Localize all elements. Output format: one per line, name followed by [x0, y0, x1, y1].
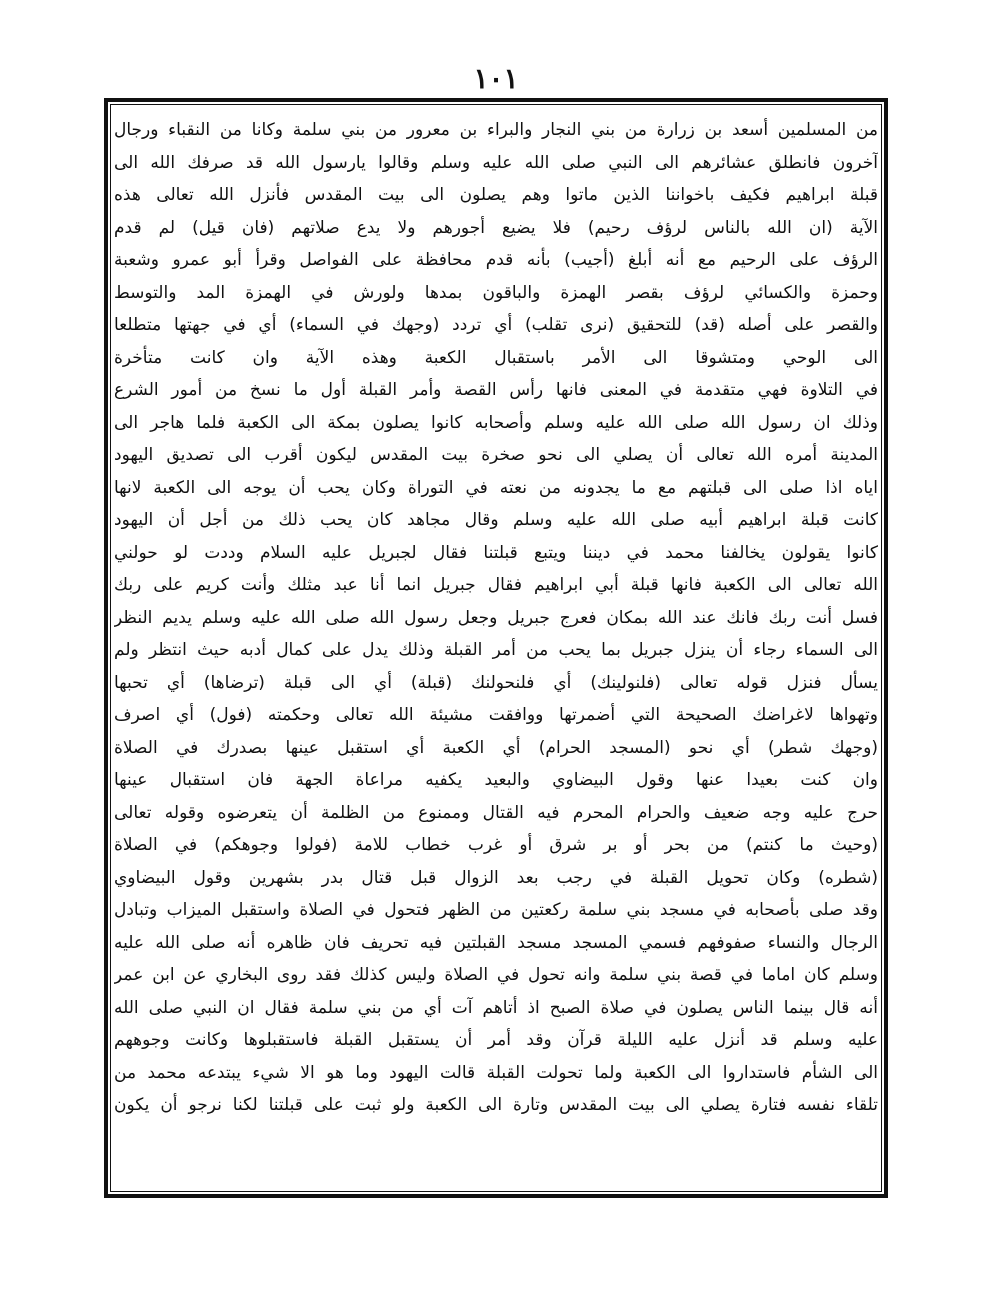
text-line: وذلك ان رسول الله صلى الله عليه وسلم وأصحابه كانوا يصلون بمكة الى الكعبة فلما هاجر الى: [114, 412, 878, 433]
text-line: قبلة ابراهيم فكيف باخواننا الذين ماتوا وهم يصلون الى بيت المقدس فأنزل الله تعالى هذه: [114, 185, 878, 205]
text-body: [114, 114, 878, 1188]
text-line: أنه قال بينما الناس يصلون في صلاة الصبح اذ أتاهم آت أي من بني سلمة فقال ان النبي صلى الله: [114, 997, 878, 1018]
text-line: الى السماء رجاء أن ينزل جبريل بما يحب من أمر القبلة وذلك يدل على كمال أدبه حيث انتظر ولم: [114, 640, 878, 660]
text-line: وسلم كان اماما في قصة بني سلمة وانه تحول في الصلاة وليس كذلك فقد روى البخاري عن ابن عمر: [114, 965, 878, 985]
text-line: (شطره) وكان تحويل القبلة في رجب بعد الزوال قبل قتال بدر بشهرين وقول البيضاوي: [114, 867, 878, 888]
text-line: في التلاوة فهي متقدمة في المعنى فانها رأس القصة وأمر القبلة أول ما نسخ من أمور الشرع: [114, 380, 878, 400]
text-line: المدينة أمره الله تعالى أن يصلي الى نحو صخرة بيت المقدس ليكون أقرب الى تصديق اليهود: [114, 445, 878, 465]
text-line: (وحيث ما كنتم) من بحر أو بر شرق أو غرب خطاب للامة (فولوا وجوهكم) في الصلاة: [114, 835, 878, 855]
text-line: وحمزة والكسائي لرؤف بقصر الهمزة والباقون بمدها ولورش في الهمزة المد والتوسط: [114, 282, 878, 303]
text-line: تلقاء نفسه فتارة يصلي الى بيت المقدس وتارة الى الكعبة ولو ثبت على قبلتنا لكنا نرجو أن يكون: [114, 1095, 878, 1115]
text-line: عليه وسلم قد أنزل عليه الليلة قرآن وقد أمر أن يستقبل القبلة فاستقبلوها وكانت وجوههم: [114, 1030, 878, 1050]
text-line: الرجال والنساء صفوفهم فسمي المسجد مسجد القبلتين فيه تحريف فان ظاهره أنه صلى الله عليه: [114, 932, 878, 953]
text-line: الآية (ان الله بالناس لرؤف رحيم) فلا يضيع أجورهم ولا يدع صلاتهم (فان قيل) لم قدم: [114, 217, 878, 238]
text-line: حرج عليه وجه ضعيف والحرام المحرم فيه القتال وممنوع من الظلمة أن يتعرضوه وقوله تعالى: [114, 802, 878, 823]
text-line: وتهواها لاغراضك الصحيحة التي أضمرتها ووافقت مشيئة الله تعالى وحكمته (فول) أي اصرف: [114, 705, 878, 725]
text-line: الى الشأم فاستداروا الى الكعبة ولما تحولت القبلة قالت اليهود وما هو الا شيء يبتدعه محمد من: [114, 1062, 878, 1083]
text-line: كانوا يقولون يخالفنا محمد في ديننا ويتبع قبلتنا فقال لجبريل عليه السلام وددت لو حولني: [114, 542, 878, 563]
text-line: يسأل فنزل قوله تعالى (فلنولينك) أي فلنحولنك (قبلة) أي الى قبلة (ترضاها) أي تحبها: [114, 672, 878, 693]
text-line: آخرون فانطلق عشائرهم الى النبي صلى الله عليه وسلم وقالوا يارسول الله قد صرفك الله الى: [114, 152, 878, 173]
text-line: وقد صلى بأصحابه في مسجد بني سلمة ركعتين من الظهر فتحول في الصلاة واستقبل الميزاب وتبادل: [114, 900, 878, 920]
text-line: وان كنت بعيدا عنها وقول البيضاوي والبعيد يكفيه مراعاة الجهة فان استقبال عينها: [114, 770, 878, 790]
text-line: فسل أنت ربك فانك عند الله بمكان فعرج جبريل وجعل رسول الله صلى الله عليه وسلم يديم النظر: [114, 607, 878, 628]
text-line: والقصر على أصله (قد) للتحقيق (نرى تقلب) أي تردد (وجهك في السماء) أي في جهتها متطلعا: [114, 315, 878, 335]
text-line: من المسلمين أسعد بن زرارة من بني النجار والبراء بن معرور من بني سلمة وكانا من النقباء ورجال: [114, 120, 878, 140]
text-line: كانت قبلة ابراهيم أبيه صلى الله عليه وسلم وقال مجاهد كان يحب ذلك من أجل أن اليهود: [114, 510, 878, 530]
text-line: الرؤف على الرحيم مع أنه أبلغ (أجيب) بأنه قدم محافظة على الفواصل وقرأ أبو عمرو وشعبة: [114, 250, 878, 270]
text-line: اياه اذا صلى الى قبلتهم مع ما يجدونه من نعته في التوراة وكان يحب أن يوجه الى الكعبة لانها: [114, 477, 878, 498]
text-line: الى الوحي ومتشوقا الى الأمر باستقبال الكعبة وهذه الآية وان كانت متأخرة: [114, 347, 878, 368]
page-number: ١٠١: [473, 62, 519, 95]
text-line: (وجهك شطر) أي نحو (المسجد الحرام) أي الكعبة أي استقبل عينها بصدرك في الصلاة: [114, 737, 878, 758]
text-line: الله تعالى الى الكعبة فانها قبلة أبي ابراهيم فقال جبريل انما أنا عبد مثلك وأنت كريم على ربك: [114, 575, 878, 595]
